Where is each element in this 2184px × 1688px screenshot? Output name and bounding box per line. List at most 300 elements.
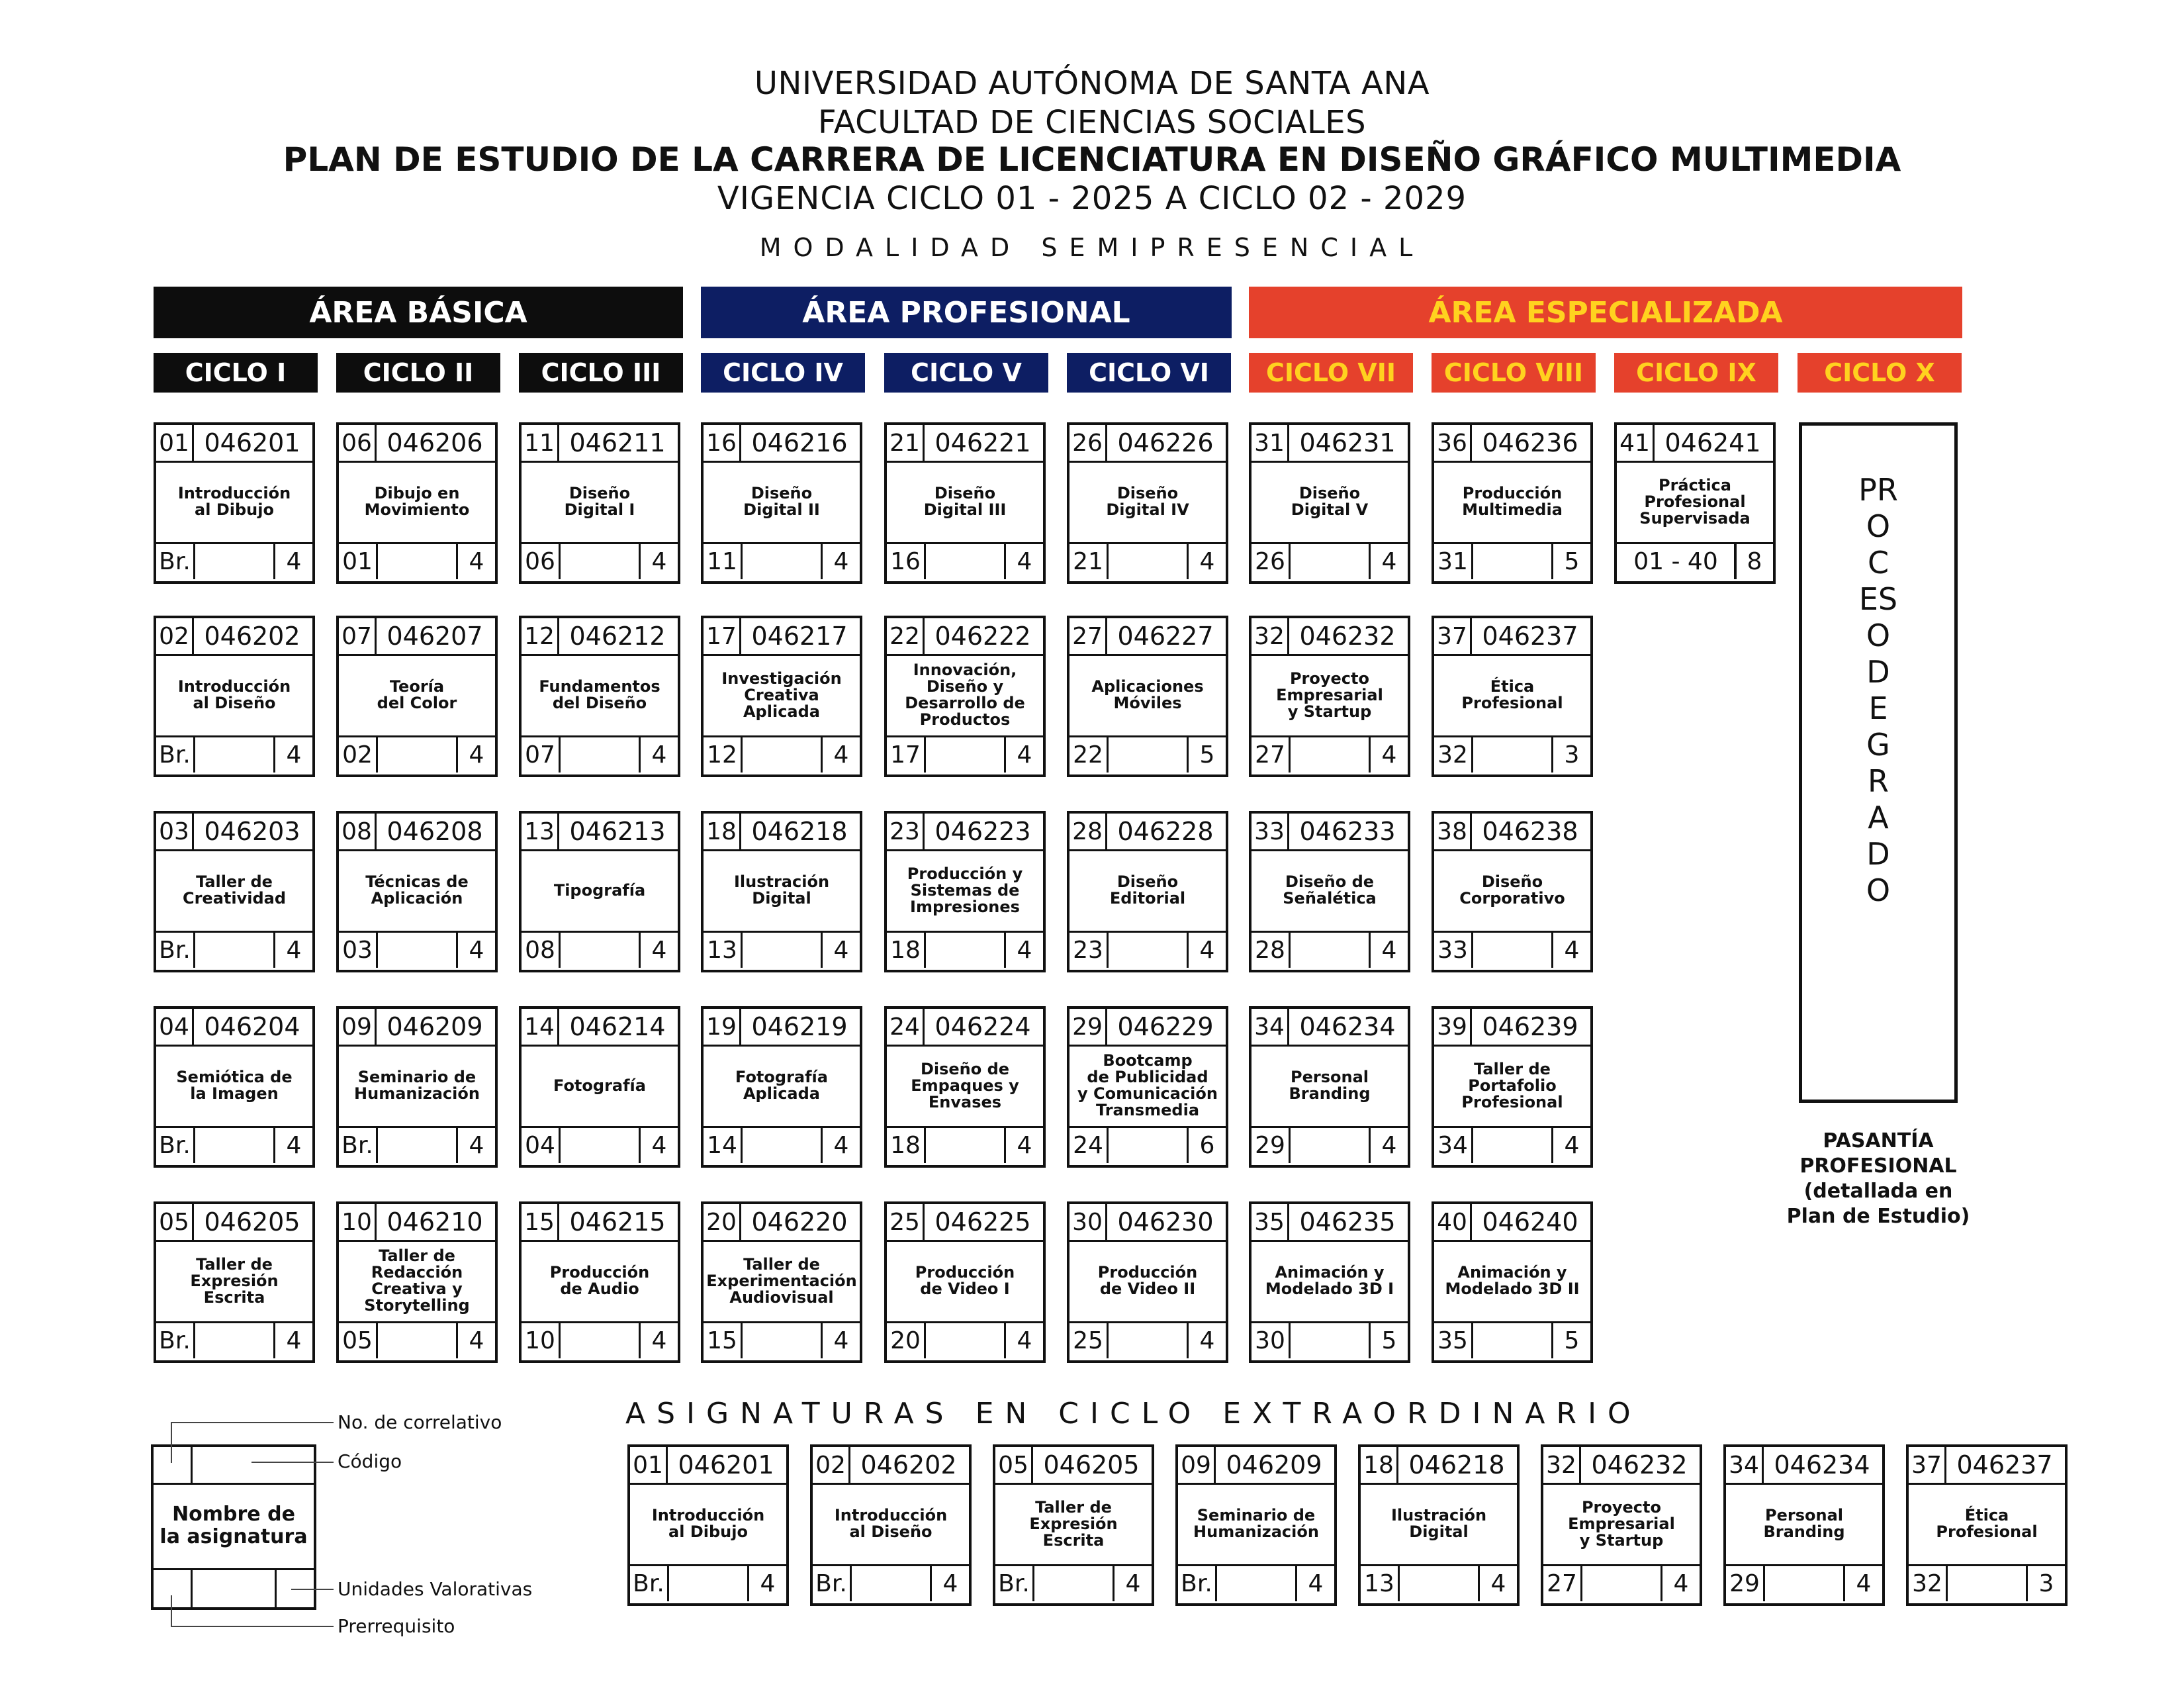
subject-name: Ética Profesional — [1461, 677, 1563, 712]
subject-card — [810, 1444, 972, 1606]
subject-correlativo: 03 — [156, 814, 194, 849]
subject-card — [1432, 422, 1593, 584]
subject-prerequisite: 06 — [522, 544, 561, 579]
subject-name: Taller de Expresión Escrita — [190, 1254, 279, 1307]
subject-code: 046222 — [934, 622, 1031, 651]
subject-card — [1067, 422, 1228, 584]
subject-prerequisite: 01 - 40 — [1617, 544, 1737, 579]
legend-line-correlativo-v — [171, 1422, 172, 1463]
subject-correlativo: 09 — [339, 1009, 377, 1045]
subject-correlativo: 13 — [522, 814, 559, 849]
university-name: UNIVERSIDAD AUTÓNOMA DE SANTA ANA — [754, 65, 1430, 102]
subject-code: 046221 — [934, 428, 1031, 457]
subject-name: Animación y Modelado 3D II — [1445, 1263, 1580, 1298]
subject-code: 046237 — [1956, 1450, 2053, 1479]
subject-uv: 4 — [1004, 737, 1043, 773]
subject-code: 046233 — [1299, 817, 1396, 846]
subject-code: 046207 — [387, 622, 483, 651]
subject-card — [627, 1444, 789, 1606]
subject-correlativo: 08 — [339, 814, 377, 849]
subject-prerequisite: Br. — [156, 737, 195, 773]
vigencia: VIGENCIA CICLO 01 - 2025 A CICLO 02 - 2029 — [717, 180, 1467, 217]
subject-code: 046214 — [569, 1012, 666, 1041]
subject-card — [1249, 422, 1410, 584]
subject-code: 046239 — [1482, 1012, 1578, 1041]
subject-name: Proyecto Empresarial y Startup — [1276, 669, 1383, 721]
subject-uv: 4 — [639, 544, 678, 579]
subject-name: Seminario de Humanización — [1193, 1506, 1319, 1541]
subject-correlativo: 12 — [522, 618, 559, 654]
subject-code: 046234 — [1774, 1450, 1870, 1479]
subject-name: Diseño Corporativo — [1459, 872, 1565, 908]
subject-prerequisite: 21 — [1069, 544, 1109, 579]
cycle-header-9: CICLO IX — [1614, 353, 1778, 393]
subject-name: Tipografía — [553, 880, 646, 900]
subject-uv: 4 — [1187, 933, 1226, 968]
cycle-header-5: CICLO V — [884, 353, 1048, 393]
subject-code: 046215 — [569, 1207, 666, 1237]
subject-code: 046237 — [1482, 622, 1578, 651]
subject-prerequisite: 15 — [704, 1323, 743, 1358]
subject-card — [884, 1201, 1046, 1363]
subject-name: Producción y Sistemas de Impresiones — [907, 864, 1023, 916]
subject-code: 046218 — [751, 817, 848, 846]
subject-uv: 4 — [821, 933, 860, 968]
modalidad: MODALIDAD SEMIPRESENCIAL — [759, 233, 1425, 262]
subject-card — [1067, 811, 1228, 972]
subject-prerequisite: 16 — [887, 544, 926, 579]
subject-code: 046225 — [934, 1207, 1031, 1237]
subject-correlativo: 36 — [1434, 425, 1472, 461]
subject-prerequisite: 08 — [522, 933, 561, 968]
subject-code: 046216 — [751, 428, 848, 457]
subject-name: Ilustración Digital — [733, 872, 830, 908]
cycle-header-6: CICLO VI — [1067, 353, 1231, 393]
extra-cycle-title: ASIGNATURAS EN CICLO EXTRAORDINARIO — [625, 1397, 1642, 1430]
subject-name: Introducción al Dibujo — [651, 1506, 765, 1541]
subject-code: 046230 — [1117, 1207, 1214, 1237]
cycle-header-1: CICLO I — [154, 353, 318, 393]
subject-card — [1541, 1444, 1702, 1606]
subject-uv: 4 — [1295, 1566, 1334, 1601]
subject-uv: 4 — [1551, 1128, 1590, 1163]
subject-uv: 4 — [273, 933, 312, 968]
subject-name: Fotografía — [553, 1076, 646, 1095]
subject-prerequisite: 27 — [1543, 1566, 1582, 1601]
subject-correlativo: 28 — [1069, 814, 1107, 849]
subject-prerequisite: 30 — [1251, 1323, 1291, 1358]
subject-name: Taller de Experimentación Audiovisual — [706, 1254, 857, 1307]
subject-code: 046232 — [1299, 622, 1396, 651]
faculty-name: FACULTAD DE CIENCIAS SOCIALES — [817, 104, 1367, 141]
subject-uv: 4 — [1004, 1128, 1043, 1163]
subject-name: Diseño Editorial — [1109, 872, 1186, 908]
subject-name: Personal Branding — [1763, 1506, 1845, 1541]
subject-uv: 4 — [639, 737, 678, 773]
subject-prerequisite: 14 — [704, 1128, 743, 1163]
subject-code: 046201 — [678, 1450, 774, 1479]
legend-uv-label: Unidades Valorativas — [338, 1578, 533, 1600]
subject-prerequisite: 11 — [704, 544, 743, 579]
subject-code: 046236 — [1482, 428, 1578, 457]
subject-prerequisite: 32 — [1909, 1566, 1948, 1601]
subject-name: Taller de Redacción Creativa y Storytelling — [364, 1246, 470, 1315]
subject-prerequisite: 23 — [1069, 933, 1109, 968]
subject-correlativo: 19 — [704, 1009, 741, 1045]
subject-card — [154, 811, 315, 972]
subject-prerequisite: 25 — [1069, 1323, 1109, 1358]
proceso-de-grado-label: PROCESO DE GRADO — [1858, 472, 1898, 908]
subject-card — [1614, 422, 1776, 584]
subject-card — [1067, 616, 1228, 777]
subject-uv: 4 — [1369, 933, 1408, 968]
subject-code: 046227 — [1117, 622, 1214, 651]
subject-correlativo: 39 — [1434, 1009, 1472, 1045]
subject-correlativo: 41 — [1617, 425, 1655, 461]
subject-uv: 4 — [1369, 544, 1408, 579]
subject-prerequisite: 13 — [1361, 1566, 1400, 1601]
subject-name: Introducción al Diseño — [834, 1506, 948, 1541]
subject-name: Bootcamp de Publicidad y Comunicación Transmedia — [1077, 1051, 1218, 1119]
subject-card — [884, 616, 1046, 777]
subject-name: Diseño de Señalética — [1283, 872, 1377, 908]
subject-correlativo: 38 — [1434, 814, 1472, 849]
subject-card — [1906, 1444, 2068, 1606]
plan-title: PLAN DE ESTUDIO DE LA CARRERA DE LICENCIATURA EN DISEÑO GRÁFICO MULTIMEDIA — [283, 140, 1901, 179]
subject-code: 046205 — [204, 1207, 300, 1237]
subject-correlativo: 17 — [704, 618, 741, 654]
subject-correlativo: 32 — [1251, 618, 1289, 654]
subject-prerequisite: 03 — [339, 933, 378, 968]
subject-name: Innovación, Diseño y Desarrollo de Productos — [905, 661, 1025, 729]
legend-prerrequisito-label: Prerrequisito — [338, 1615, 455, 1637]
subject-code: 046240 — [1482, 1207, 1578, 1237]
subject-prerequisite: 27 — [1251, 737, 1291, 773]
subject-uv: 4 — [821, 544, 860, 579]
subject-correlativo: 34 — [1251, 1009, 1289, 1045]
subject-correlativo: 31 — [1251, 425, 1289, 461]
subject-name: Producción de Video II — [1097, 1263, 1198, 1298]
subject-correlativo: 24 — [887, 1009, 925, 1045]
subject-name: Seminario de Humanización — [354, 1068, 480, 1103]
subject-prerequisite: Br. — [995, 1566, 1034, 1601]
subject-card — [1249, 1006, 1410, 1168]
subject-uv: 4 — [821, 1128, 860, 1163]
cycle-header-7: CICLO VII — [1249, 353, 1413, 393]
subject-prerequisite: 04 — [522, 1128, 561, 1163]
subject-uv: 4 — [930, 1566, 969, 1601]
subject-prerequisite: Br. — [813, 1566, 852, 1601]
subject-uv: 4 — [747, 1566, 786, 1601]
subject-card — [519, 1006, 680, 1168]
subject-card — [1249, 811, 1410, 972]
legend-line-correlativo-h — [171, 1422, 334, 1423]
subject-uv: 6 — [1187, 1128, 1226, 1163]
subject-correlativo: 05 — [995, 1447, 1033, 1483]
subject-prerequisite: 29 — [1251, 1128, 1291, 1163]
subject-uv: 4 — [1478, 1566, 1517, 1601]
subject-card — [1432, 1006, 1593, 1168]
legend-line-prerrequisito-h — [171, 1626, 334, 1627]
subject-correlativo: 06 — [339, 425, 377, 461]
legend-subject-name: Nombre de la asignatura — [159, 1503, 308, 1548]
subject-name: Introducción al Dibujo — [177, 484, 291, 519]
subject-code: 046211 — [569, 428, 666, 457]
subject-card — [1249, 616, 1410, 777]
subject-uv: 4 — [1843, 1566, 1882, 1601]
subject-card — [336, 422, 498, 584]
subject-correlativo: 10 — [339, 1204, 377, 1240]
subject-code: 046201 — [204, 428, 300, 457]
subject-prerequisite: 17 — [887, 737, 926, 773]
subject-correlativo: 01 — [156, 425, 194, 461]
subject-prerequisite: 26 — [1251, 544, 1291, 579]
subject-name: Diseño de Empaques y Envases — [911, 1059, 1019, 1111]
subject-code: 046223 — [934, 817, 1031, 846]
subject-card — [701, 422, 862, 584]
subject-uv: 4 — [1551, 933, 1590, 968]
subject-code: 046210 — [387, 1207, 483, 1237]
subject-prerequisite: 13 — [704, 933, 743, 968]
subject-uv: 3 — [2026, 1566, 2065, 1601]
subject-prerequisite: Br. — [1178, 1566, 1217, 1601]
subject-uv: 4 — [456, 737, 495, 773]
subject-code: 046206 — [387, 428, 483, 457]
subject-uv: 4 — [1369, 1128, 1408, 1163]
subject-code: 046226 — [1117, 428, 1214, 457]
subject-card — [154, 616, 315, 777]
cycle-header-4: CICLO IV — [701, 353, 865, 393]
subject-card — [701, 811, 862, 972]
subject-correlativo: 33 — [1251, 814, 1289, 849]
subject-prerequisite: 05 — [339, 1323, 378, 1358]
subject-name: Introducción al Diseño — [177, 677, 291, 712]
subject-code: 046231 — [1299, 428, 1396, 457]
subject-card — [1175, 1444, 1337, 1606]
subject-card — [154, 1201, 315, 1363]
subject-uv: 4 — [1004, 933, 1043, 968]
subject-card — [1432, 811, 1593, 972]
subject-prerequisite: 29 — [1726, 1566, 1765, 1601]
subject-card — [884, 422, 1046, 584]
subject-prerequisite: Br. — [630, 1566, 669, 1601]
subject-card — [1067, 1201, 1228, 1363]
subject-name: Producción de Video I — [915, 1263, 1015, 1298]
subject-prerequisite: 24 — [1069, 1128, 1109, 1163]
subject-card — [1249, 1201, 1410, 1363]
subject-code: 046209 — [387, 1012, 483, 1041]
legend-line-codigo — [251, 1462, 334, 1463]
subject-uv: 4 — [273, 544, 312, 579]
subject-prerequisite: 12 — [704, 737, 743, 773]
subject-correlativo: 37 — [1434, 618, 1472, 654]
subject-code: 046219 — [751, 1012, 848, 1041]
subject-card — [1723, 1444, 1885, 1606]
subject-uv: 4 — [1187, 1323, 1226, 1358]
subject-card — [1358, 1444, 1520, 1606]
subject-correlativo: 05 — [156, 1204, 194, 1240]
subject-name: Teoría del Color — [377, 677, 457, 712]
subject-name: Producción Multimedia — [1462, 484, 1563, 519]
subject-name: Diseño Digital IV — [1106, 484, 1189, 519]
subject-prerequisite: 32 — [1434, 737, 1473, 773]
subject-uv: 5 — [1369, 1323, 1408, 1358]
subject-card — [336, 616, 498, 777]
subject-code: 046241 — [1664, 428, 1761, 457]
subject-correlativo: 11 — [522, 425, 559, 461]
subject-code: 046202 — [204, 622, 300, 651]
legend-line-prerrequisito-v — [171, 1595, 172, 1626]
subject-prerequisite: Br. — [156, 933, 195, 968]
subject-code: 046202 — [860, 1450, 957, 1479]
subject-correlativo: 16 — [704, 425, 741, 461]
subject-name: Semiótica de la Imagen — [176, 1068, 293, 1103]
subject-correlativo: 04 — [156, 1009, 194, 1045]
subject-uv: 4 — [273, 1323, 312, 1358]
subject-name: Técnicas de Aplicación — [365, 872, 469, 908]
subject-name: Aplicaciones Móviles — [1091, 677, 1204, 712]
area-basica: ÁREA BÁSICA — [154, 287, 683, 338]
subject-uv: 4 — [456, 933, 495, 968]
subject-name: Ética Profesional — [1936, 1506, 2038, 1541]
subject-correlativo: 34 — [1726, 1447, 1764, 1483]
subject-uv: 4 — [639, 933, 678, 968]
subject-name: Diseño Digital III — [923, 484, 1007, 519]
subject-correlativo: 29 — [1069, 1009, 1107, 1045]
subject-code: 046235 — [1299, 1207, 1396, 1237]
subject-prerequisite: Br. — [156, 1128, 195, 1163]
subject-uv: 4 — [1661, 1566, 1700, 1601]
subject-uv: 4 — [456, 1128, 495, 1163]
subject-card — [154, 422, 315, 584]
subject-uv: 4 — [1113, 1566, 1152, 1601]
subject-card — [336, 811, 498, 972]
subject-prerequisite: 35 — [1434, 1323, 1473, 1358]
subject-card — [993, 1444, 1154, 1606]
subject-prerequisite: 01 — [339, 544, 378, 579]
subject-name: Práctica Profesional Supervisada — [1639, 475, 1751, 528]
subject-name: Taller de Expresión Escrita — [1029, 1497, 1118, 1550]
subject-code: 046217 — [751, 622, 848, 651]
subject-card — [1432, 1201, 1593, 1363]
cycle-header-10: CICLO X — [1797, 353, 1962, 393]
subject-card — [1067, 1006, 1228, 1168]
subject-correlativo: 22 — [887, 618, 925, 654]
subject-name: Proyecto Empresarial y Startup — [1568, 1497, 1675, 1550]
subject-uv: 4 — [1187, 544, 1226, 579]
subject-name: Animación y Modelado 3D I — [1265, 1263, 1394, 1298]
subject-uv: 8 — [1734, 544, 1773, 579]
subject-code: 046224 — [934, 1012, 1031, 1041]
subject-prerequisite: Br. — [156, 544, 195, 579]
subject-uv: 3 — [1551, 737, 1590, 773]
subject-prerequisite: 20 — [887, 1323, 926, 1358]
subject-prerequisite: 33 — [1434, 933, 1473, 968]
subject-prerequisite: 18 — [887, 933, 926, 968]
subject-correlativo: 26 — [1069, 425, 1107, 461]
subject-prerequisite: 31 — [1434, 544, 1473, 579]
subject-code: 046220 — [751, 1207, 848, 1237]
subject-uv: 4 — [821, 737, 860, 773]
subject-name: Taller de Portafolio Profesional — [1461, 1059, 1563, 1111]
subject-code: 046229 — [1117, 1012, 1214, 1041]
subject-name: Fotografía Aplicada — [735, 1068, 828, 1103]
subject-name: Investigación Creativa Aplicada — [721, 669, 842, 721]
subject-uv: 4 — [1004, 1323, 1043, 1358]
subject-code: 046212 — [569, 622, 666, 651]
subject-correlativo: 02 — [813, 1447, 850, 1483]
subject-name: Dibujo en Movimiento — [364, 484, 470, 519]
subject-uv: 4 — [639, 1323, 678, 1358]
area-especializada: ÁREA ESPECIALIZADA — [1249, 287, 1962, 338]
subject-code: 046213 — [569, 817, 666, 846]
subject-correlativo: 27 — [1069, 618, 1107, 654]
subject-card — [701, 1006, 862, 1168]
subject-correlativo: 40 — [1434, 1204, 1472, 1240]
subject-correlativo: 20 — [704, 1204, 741, 1240]
subject-card — [701, 616, 862, 777]
subject-code: 046203 — [204, 817, 300, 846]
subject-uv: 5 — [1551, 544, 1590, 579]
legend-line-uv — [291, 1589, 334, 1590]
subject-correlativo: 02 — [156, 618, 194, 654]
subject-code: 046209 — [1226, 1450, 1322, 1479]
subject-prerequisite: 10 — [522, 1323, 561, 1358]
subject-uv: 4 — [1369, 737, 1408, 773]
subject-prerequisite: Br. — [156, 1323, 195, 1358]
subject-code: 046204 — [204, 1012, 300, 1041]
subject-correlativo: 23 — [887, 814, 925, 849]
subject-prerequisite: 28 — [1251, 933, 1291, 968]
area-profesional: ÁREA PROFESIONAL — [701, 287, 1232, 338]
pasantia-profesional-note: PASANTÍA PROFESIONAL (detallada en Plan de Estudio) — [1786, 1129, 1970, 1228]
subject-uv: 5 — [1551, 1323, 1590, 1358]
subject-card — [884, 811, 1046, 972]
subject-correlativo: 18 — [704, 814, 741, 849]
subject-uv: 5 — [1187, 737, 1226, 773]
subject-card — [884, 1006, 1046, 1168]
subject-code: 046238 — [1482, 817, 1578, 846]
cycle-header-2: CICLO II — [336, 353, 500, 393]
legend-codigo-label: Código — [338, 1450, 402, 1472]
subject-correlativo: 01 — [630, 1447, 668, 1483]
subject-prerequisite: 22 — [1069, 737, 1109, 773]
subject-correlativo: 18 — [1361, 1447, 1398, 1483]
subject-name: Taller de Creatividad — [182, 872, 287, 908]
subject-name: Diseño Digital II — [743, 484, 820, 519]
subject-uv: 4 — [273, 737, 312, 773]
subject-uv: 4 — [821, 1323, 860, 1358]
subject-name: Producción de Audio — [549, 1263, 650, 1298]
subject-prerequisite: 07 — [522, 737, 561, 773]
subject-uv: 4 — [1004, 544, 1043, 579]
subject-card — [519, 811, 680, 972]
subject-correlativo: 21 — [887, 425, 925, 461]
subject-prerequisite: Br. — [339, 1128, 378, 1163]
subject-name: Diseño Digital V — [1291, 484, 1369, 519]
subject-card — [519, 616, 680, 777]
subject-uv: 4 — [273, 1128, 312, 1163]
subject-name: Ilustración Digital — [1390, 1506, 1487, 1541]
subject-correlativo: 35 — [1251, 1204, 1289, 1240]
subject-prerequisite: 02 — [339, 737, 378, 773]
subject-card — [336, 1006, 498, 1168]
proceso-de-grado-box — [1799, 422, 1958, 1103]
subject-prerequisite: 18 — [887, 1128, 926, 1163]
subject-correlativo: 32 — [1543, 1447, 1581, 1483]
subject-card — [336, 1201, 498, 1363]
subject-name: Diseño Digital I — [564, 484, 635, 519]
